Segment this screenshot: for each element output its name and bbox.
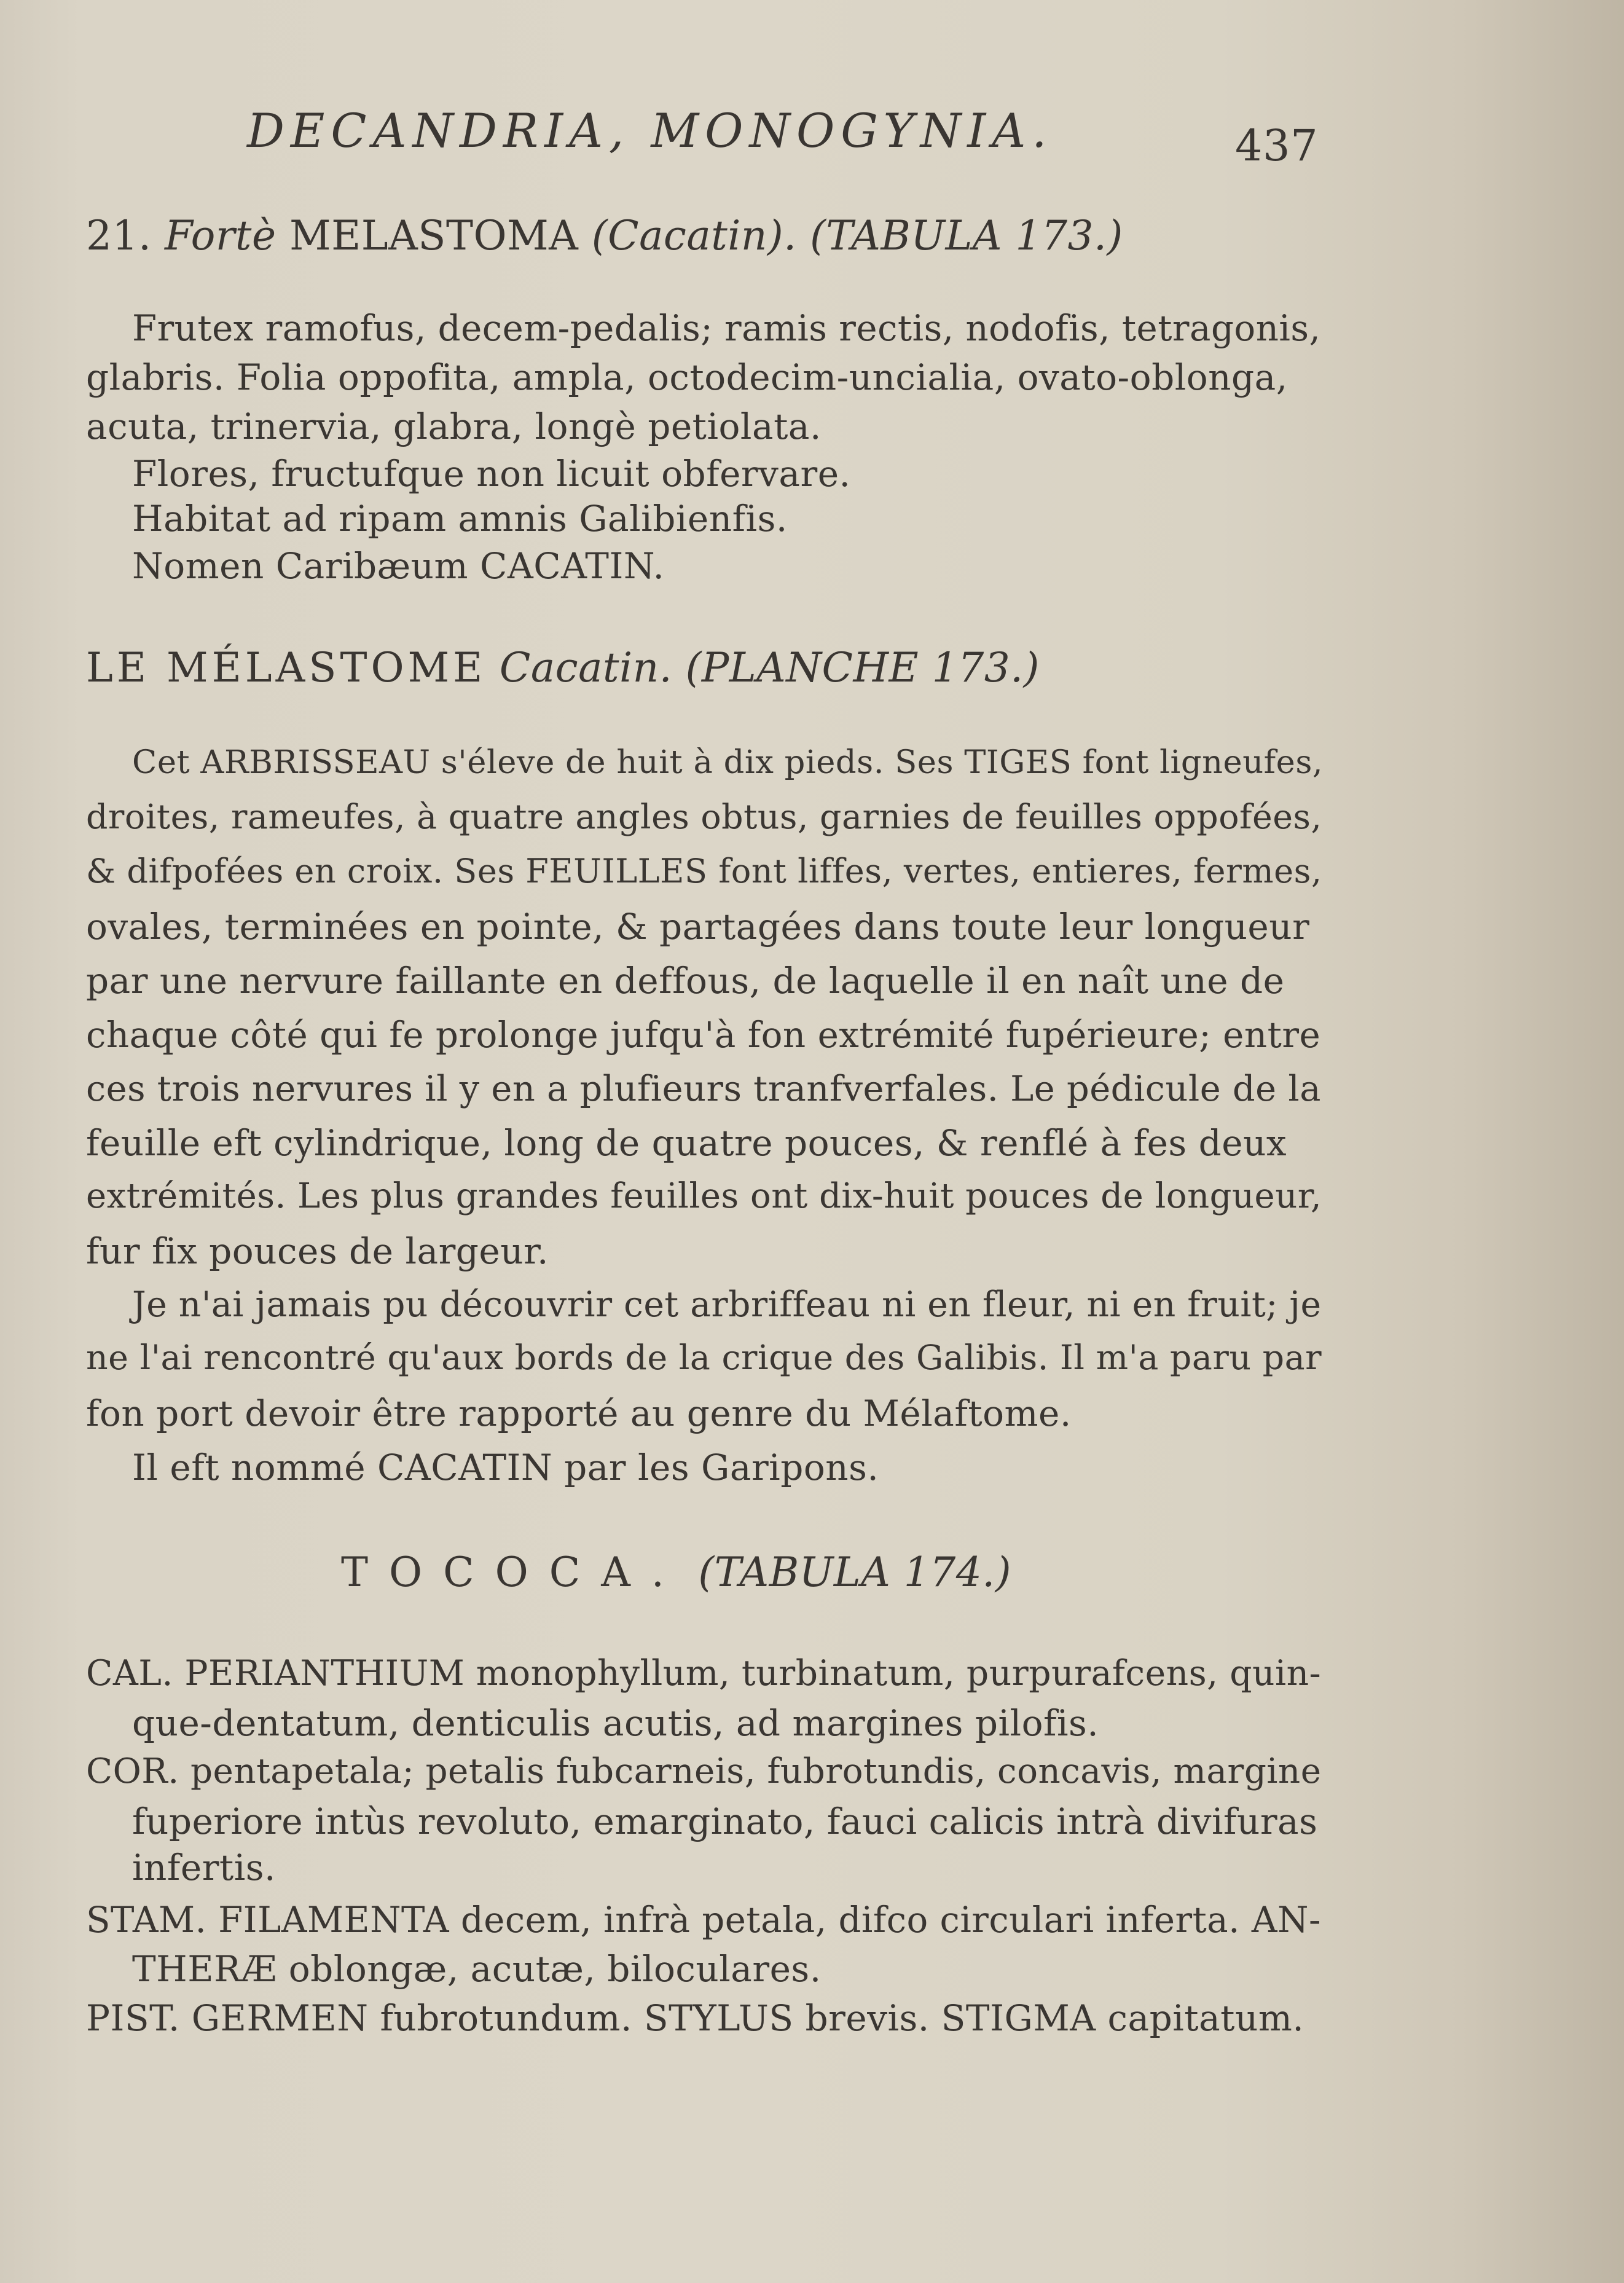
french-heading-genus: LE MÉLASTOME	[86, 644, 487, 691]
latin-line: Flores, fructufque non licuit obfervare.	[132, 453, 851, 495]
french-heading-plate: (PLANCHE 173.)	[685, 644, 1040, 691]
latin-line: Habitat ad ripam amnis Galibienfis.	[132, 498, 788, 540]
tococa-line: COR. pentapetala; petalis fubcarneis, fubrotundis, concavis, margine	[86, 1751, 1322, 1791]
species-forte: Fortè	[164, 212, 277, 259]
latin-line: acuta, trinervia, glabra, longè petiolata.	[86, 406, 822, 447]
french-line: Je n'ai jamais pu découvrir cet arbriffeau ni en fleur, ni en fruit; je	[132, 1284, 1322, 1325]
french-line: droites, rameufes, à quatre angles obtus, garnies de feuilles oppofées,	[86, 798, 1322, 837]
tococa-heading	[341, 1549, 1011, 1596]
latin-line: Frutex ramofus, decem-pedalis; ramis rectis, nodofis, tetragonis,	[132, 307, 1321, 349]
french-line: chaque côté qui fe prolonge jufqu'à fon extrémité fupérieure; entre	[86, 1014, 1321, 1056]
tococa-line: fuperiore intùs revoluto, emarginato, fauci calicis intrà divifuras	[132, 1801, 1318, 1842]
tococa-line: infertis.	[132, 1847, 276, 1888]
tococa-line: que-dentatum, denticulis acutis, ad margines pilofis.	[132, 1702, 1099, 1744]
french-line: Cet ARBRISSEAU s'éleve de huit à dix pieds. Ses TIGES font ligneufes,	[132, 744, 1324, 781]
french-line: ovales, terminées en pointe, & partagées dans toute leur longueur	[86, 906, 1310, 948]
species-heading	[86, 212, 1123, 259]
tococa-line: STAM. FILAMENTA decem, infrà petala, difco circulari inferta. AN-	[86, 1899, 1321, 1941]
page-number: 437	[1235, 120, 1319, 171]
french-line: par une nervure faillante en deffous, de laquelle il en naît une de	[86, 960, 1285, 1002]
species-plate: (TABULA 173.)	[810, 212, 1123, 259]
running-title: DECANDRIA, MONOGYNIA.	[247, 103, 1053, 158]
french-line: ces trois nervures il y en a plufieurs tranfverfales. Le pédicule de la	[86, 1068, 1321, 1109]
french-line: feuille eft cylindrique, long de quatre pouces, & renflé à fes deux	[86, 1122, 1287, 1164]
french-line: extrémités. Les plus grandes feuilles ont dix-huit pouces de longueur,	[86, 1176, 1322, 1216]
species-epithet: (Cacatin).	[591, 212, 797, 259]
french-heading	[86, 644, 1040, 691]
french-line: ne l'ai rencontré qu'aux bords de la crique des Galibis. Il m'a paru par	[86, 1338, 1322, 1378]
french-line: fur fix pouces de largeur.	[86, 1230, 549, 1272]
tococa-line: THERÆ oblongæ, acutæ, biloculares.	[132, 1948, 822, 1990]
french-line: fon port devoir être rapporté au genre du Mélaftome.	[86, 1393, 1072, 1434]
species-number: 21.	[86, 212, 152, 259]
tococa-genus: TOCOCA.	[341, 1549, 685, 1596]
latin-line: Nomen Caribæum CACATIN.	[132, 545, 665, 587]
latin-line: glabris. Folia oppofita, ampla, octodecim-uncialia, ovato-oblonga,	[86, 356, 1288, 398]
french-line: Il eft nommé CACATIN par les Garipons.	[132, 1447, 879, 1488]
species-genus: MELASTOMA	[289, 212, 579, 259]
french-heading-epithet: Cacatin.	[499, 644, 673, 691]
french-line: & difpofées en croix. Ses FEUILLES font liffes, vertes, entieres, fermes,	[86, 852, 1322, 890]
tococa-plate: (TABULA 174.)	[698, 1549, 1011, 1596]
tococa-line: PIST. GERMEN fubrotundum. STYLUS brevis. STIGMA capitatum.	[86, 1997, 1304, 2039]
tococa-line: CAL. PERIANTHIUM monophyllum, turbinatum, purpurafcens, quin-	[86, 1653, 1322, 1694]
